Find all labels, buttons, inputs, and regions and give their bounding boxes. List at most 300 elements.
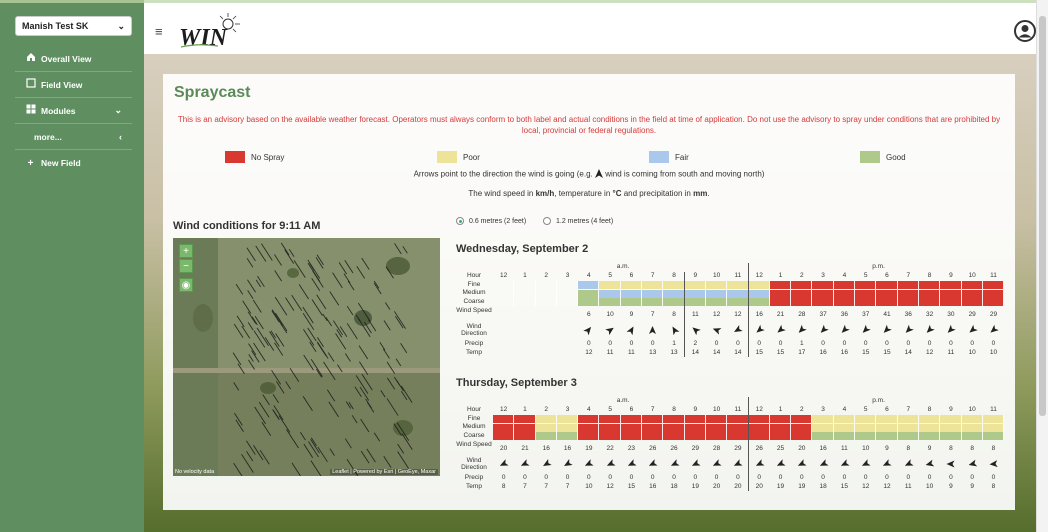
hour-cell: 11 [990,272,997,279]
wind-speed-cell: 36 [904,311,912,318]
arrow-note [163,169,1015,180]
grid-row-hour [456,272,1004,280]
wind-direction-arrow-icon [514,324,535,338]
wind-direction-arrow-icon [599,458,620,472]
home-icon [25,52,36,65]
spray-cell [791,432,812,440]
spray-cell [706,424,727,432]
spray-cell [876,424,897,432]
hour-cell: 8 [672,272,676,279]
spray-cell [514,424,535,432]
temp-cell: 20 [734,483,742,490]
spray-cell [685,424,706,432]
wind-direction-arrow-icon [493,324,514,338]
precip-cell: 0 [778,474,783,481]
spray-cell [876,281,897,289]
hour-cell: 6 [629,406,634,413]
precip-cell: 0 [714,474,719,481]
hour-cell: 8 [672,406,676,413]
am-label: a.m. [616,397,630,404]
precip-cell [557,340,578,348]
no-velocity-label: No velocity data [175,469,215,475]
temp-cell: 19 [798,483,806,490]
spray-cell [599,290,620,298]
temp-cell: 7 [523,483,527,490]
hour-cell: 7 [650,406,655,413]
wind-direction-arrow-icon [791,324,812,338]
temp-cell: 10 [925,483,934,490]
temp-cell: 11 [628,349,635,356]
precip-cell: 0 [863,474,868,481]
spray-cell [557,298,578,306]
precip-cell: 0 [991,474,996,481]
precip-cell: 0 [608,474,612,481]
temp-cell: 10 [585,483,593,490]
row-label: Temp [466,348,482,356]
spray-cell [536,415,557,423]
chevron-down-icon: ⌄ [114,105,122,115]
sidebar-item-new-field[interactable] [15,150,132,176]
grid-row-hour [456,406,1004,414]
wind-direction-arrow-icon [940,458,961,472]
page-scrollbar[interactable] [1036,0,1048,532]
wind-speed-cell [557,308,578,322]
temp-cell: 14 [691,349,699,356]
spray-cell [834,424,855,432]
wind-direction-arrow-icon [749,324,770,338]
hour-cell: 6 [629,272,634,279]
wind-speed-cell [493,308,514,322]
wind-speed-cell: 11 [691,311,699,318]
grid-icon [25,104,36,117]
precip-cell: 0 [927,340,932,347]
precip-cell: 0 [672,474,676,481]
sidebar-item-label: New Field [41,158,81,168]
spray-cell [642,290,663,298]
day-title: Wednesday, September 2 [456,243,589,255]
sidebar-item-label: Field View [41,79,83,90]
spray-cell [919,424,940,432]
spray-cell [940,424,961,432]
spray-cell [727,281,748,289]
temp-cell: 12 [925,349,934,356]
noon-divider [748,263,749,357]
grid-row-fine [456,415,1004,423]
spray-cell [685,432,706,440]
spray-cell [557,281,578,289]
temp-cell [514,349,535,357]
spray-cell [940,290,961,298]
spray-cell [876,415,897,423]
wind-direction-arrow-icon [514,458,535,472]
wind-speed-cell: 8 [970,445,974,452]
spray-grid-day-1 [456,263,1004,359]
spray-cell [834,281,855,289]
am-label: a.m. [616,263,630,270]
wind-speed-cell: 12 [713,311,721,318]
wind-map[interactable] [173,238,440,476]
grid-row-temp [456,349,1004,357]
temp-cell: 11 [904,483,912,490]
wind-direction-arrow-icon [493,458,514,472]
spray-cell [919,281,940,289]
satellite-imagery [173,238,440,476]
spray-cell [557,290,578,298]
grid-row-wind-dir [456,324,1004,338]
unit-celsius: °C [612,189,622,198]
temp-cell: 17 [798,349,806,356]
hour-cell: 8 [927,272,932,279]
spray-cell [962,281,983,289]
wind-speed-cell: 9 [885,445,889,452]
precip-cell [536,340,557,348]
temp-cell [536,349,557,357]
spray-cell [834,290,855,298]
spray-cell [706,415,727,423]
unit-kmh: km/h [535,189,555,198]
spray-cell [791,290,812,298]
wind-speed-cell: 41 [883,311,891,318]
hour-cell: 7 [650,272,655,279]
win-logo[interactable] [178,13,242,54]
radio-1-2-metres[interactable] [543,217,613,225]
temp-cell: 11 [947,349,955,356]
north-arrow-icon [595,169,603,180]
pm-label: p.m. [872,397,885,404]
temp-cell: 18 [670,483,678,490]
legend-label: Fair [675,152,689,162]
spray-cell [749,432,770,440]
wind-speed-cell: 36 [840,311,849,318]
spray-cell [578,281,599,289]
spray-cell [578,290,599,298]
spray-cell [812,424,833,432]
hour-cell: 7 [906,406,911,413]
wind-speed-cell: 9 [629,311,634,318]
hour-cell: 10 [968,406,976,413]
hour-cell: 10 [713,272,721,279]
hour-cell: 3 [565,406,570,413]
spray-cell [898,432,919,440]
wind-direction-arrow-icon [876,458,897,472]
wind-speed-cell: 7 [650,311,655,318]
grid-row-wind-speed [456,442,1004,456]
spray-cell [749,281,770,289]
spray-cell [557,432,578,440]
spray-cell [812,281,833,289]
precip-cell [514,340,535,348]
radio-circle-selected[interactable] [456,217,464,225]
wind-speed-cell: 37 [862,311,870,318]
spray-cell [621,281,642,289]
wind-speed-cell: 21 [776,311,785,318]
row-label: Coarse [463,297,485,305]
temp-cell: 18 [819,483,827,490]
legend-label: Good [886,152,906,162]
spray-cell [770,298,791,306]
wind-speed-cell: 37 [819,311,827,318]
spray-cell [962,290,983,298]
temp-cell: 19 [776,483,785,490]
spray-cell [749,424,770,432]
hour-cell: 1 [523,406,527,413]
spray-cell [855,432,876,440]
spray-cell [770,290,791,298]
sidebar-item-overall-view[interactable] [15,46,132,72]
hour-cell: 5 [608,406,612,413]
hamburger-menu-icon[interactable]: ≡ [155,24,163,39]
temp-cell: 16 [819,349,827,356]
precip-cell: 0 [565,474,570,481]
spray-cell [812,415,833,423]
spray-cell [983,298,1004,306]
zoom-in-button[interactable]: + [179,244,193,258]
wind-direction-arrow-icon [706,324,727,338]
spray-cell [706,432,727,440]
precip-cell: 0 [885,474,889,481]
row-label: Precip [464,473,484,481]
chevron-down-icon: ⌄ [117,20,125,31]
spray-cell [685,281,706,289]
zoom-out-button[interactable]: − [179,259,193,273]
spray-cell [493,432,514,440]
grid-row-temp [456,483,1004,491]
spray-cell [855,290,876,298]
grid-row-coarse [456,432,1004,440]
wind-speed-cell: 20 [500,445,508,452]
legend-swatch [649,151,669,163]
temp-cell: 11 [606,349,614,356]
spray-cell [642,424,663,432]
hour-cell: 10 [968,272,976,279]
wind-direction-arrow-icon [876,324,897,338]
spray-cell [791,415,812,423]
precip-cell: 0 [736,340,740,347]
spray-cell [493,281,514,289]
spray-cell [621,415,642,423]
spray-cell [898,298,919,306]
spray-cell [493,290,514,298]
temp-cell: 19 [691,483,699,490]
wind-direction-arrow-icon [834,324,855,338]
wind-direction-arrow-icon [706,458,727,472]
sidebar-item-modules[interactable] [15,98,132,124]
wind-speed-cell: 16 [819,445,827,452]
wind-direction-arrow-icon [536,458,557,472]
spray-cell [663,415,684,423]
wind-direction-arrow-icon [578,458,599,472]
legend-item-no-spray [225,151,284,163]
precip-cell: 0 [587,474,591,481]
radio-label: 0.6 metres (2 feet) [469,217,527,225]
spray-cell [983,415,1004,423]
precip-cell: 0 [501,474,506,481]
locate-button[interactable]: ◉ [179,278,193,292]
sidebar-item-label: more... [34,131,62,142]
radio-0-6-metres[interactable] [456,217,526,225]
spray-cell [663,281,684,289]
spray-cell [812,290,833,298]
spray-cell [706,281,727,289]
precip-cell: 0 [991,340,996,347]
pm-label: p.m. [872,263,885,270]
wind-speed-cell: 30 [947,311,955,318]
wind-speed-cell: 6 [587,311,591,318]
row-label: Fine [467,414,481,422]
sidebar-item-more[interactable] [15,124,132,150]
wind-speed-cell: 26 [649,445,657,452]
spray-cell [599,298,620,306]
wind-direction-arrow-icon [834,458,855,472]
spray-cell [514,432,535,440]
spray-cell [621,290,642,298]
spray-cell [940,432,961,440]
radio-circle[interactable] [543,217,551,225]
sidebar-item-field-view[interactable] [15,72,132,98]
wind-direction-arrow-icon [855,458,876,472]
unit-note-text: The wind speed in [468,189,536,198]
grid-row-fine [456,281,1004,289]
wind-speed-cell: 29 [734,445,742,452]
spray-cell [791,281,812,289]
spray-cell [898,281,919,289]
wind-speed-cell: 10 [606,311,614,318]
hour-cell: 2 [799,272,804,279]
spray-cell [876,298,897,306]
temp-cell: 7 [565,483,570,490]
hour-cell: 1 [778,272,783,279]
temp-cell: 20 [713,483,721,490]
current-hour-divider [684,272,685,357]
grid-row-wind-dir [456,458,1004,472]
radio-label: 1.2 metres (4 feet) [556,217,614,225]
precip-cell: 0 [927,474,932,481]
wind-speed-cell: 8 [991,445,996,452]
spray-cell [770,432,791,440]
temp-cell: 8 [501,483,506,490]
spray-cell [578,415,599,423]
spray-cell [919,415,940,423]
temp-cell: 10 [989,349,998,356]
wind-speed-cell: 23 [627,445,636,452]
temp-cell: 15 [755,349,763,356]
wind-speed-cell: 25 [776,445,785,452]
wind-direction-arrow-icon [621,324,642,338]
spray-cell [663,432,684,440]
unit-note-text: , temperature in [554,189,613,198]
hour-cell: 2 [544,272,549,279]
arrow-note-text: Arrows point to the direction the wind is going (e.g. [413,169,593,179]
legend-label: Poor [463,152,480,162]
wind-direction-arrow-icon [962,324,983,338]
precip-cell: 0 [587,340,591,347]
spray-cell [770,281,791,289]
spray-cell [940,281,961,289]
spray-grid-day-2 [456,397,1004,493]
wind-direction-arrow-icon [642,324,663,338]
precip-cell: 0 [970,474,974,481]
precip-cell: 0 [757,474,762,481]
spray-cell [663,298,684,306]
row-label: Medium [462,423,486,430]
spray-cell [770,415,791,423]
hour-cell: 2 [799,406,804,413]
spray-cell [812,298,833,306]
wind-speed-cell: 29 [989,311,998,318]
spray-cell [621,298,642,306]
hour-cell: 10 [713,406,721,413]
sidebar-item-label: Overall View [41,53,92,64]
row-label: Coarse [463,431,485,439]
spray-cell [855,415,876,423]
wind-direction-arrow-icon [855,324,876,338]
temp-cell: 15 [883,349,891,356]
hour-cell: 11 [734,272,742,279]
precip-cell: 0 [523,474,527,481]
hour-cell: 1 [523,272,527,279]
temp-cell: 16 [649,483,657,490]
hour-cell: 3 [565,272,570,279]
wind-direction-arrow-icon [685,458,706,472]
row-label: Wind Speed [456,441,492,448]
row-label: Precip [464,339,484,347]
wind-speed-cell: 32 [925,311,934,318]
map-attribution[interactable]: Leaflet | Powered by Esri | GeoEye, Maxar [332,469,436,475]
spray-cell [557,415,578,423]
unit-note-text: and precipitation in [621,189,694,198]
precip-cell: 0 [906,340,911,347]
farm-select[interactable] [15,16,132,36]
advisory-text: This is an advisory based on the available weather forecast. Operators must always conform to both label and actual conditions in the field at time of application. Do not use the advisory to spray under conditions that are prohibited by local, provincial or federal regulations. [177,115,1001,135]
precip-cell: 0 [949,340,953,347]
hour-cell: 11 [734,406,742,413]
precip-cell: 0 [842,474,847,481]
spray-cell [962,298,983,306]
precip-cell: 0 [821,340,825,347]
precip-cell: 0 [778,340,783,347]
unit-note [163,189,1015,198]
wind-speed-cell: 28 [713,445,721,452]
wind-direction-arrow-icon [919,458,940,472]
legend-swatch [225,151,245,163]
spray-cell [493,415,514,423]
wind-speed-cell: 28 [798,311,806,318]
precip-cell: 0 [799,474,804,481]
legend-item-fair [649,151,689,163]
wind-direction-arrow-icon [898,324,919,338]
wind-direction-arrow-icon [983,324,1004,338]
grid-row-wind-speed [456,308,1004,322]
spray-cell [727,415,748,423]
hour-cell: 3 [821,272,825,279]
row-label: Wind Direction [461,457,487,471]
spray-cell [749,290,770,298]
hour-cell: 3 [821,406,825,413]
spray-cell [536,298,557,306]
hour-cell: 1 [778,406,783,413]
temp-cell: 13 [670,349,678,356]
precip-cell: 0 [821,474,825,481]
user-account-icon[interactable] [1014,20,1036,47]
wind-speed-cell: 9 [927,445,932,452]
hour-cell: 9 [693,272,698,279]
scrollbar-thumb[interactable] [1039,16,1046,416]
unit-mm: mm [693,189,708,198]
spray-cell [536,290,557,298]
spray-cell [685,298,706,306]
wind-direction-arrow-icon [791,458,812,472]
wind-speed-cell: 12 [734,311,742,318]
